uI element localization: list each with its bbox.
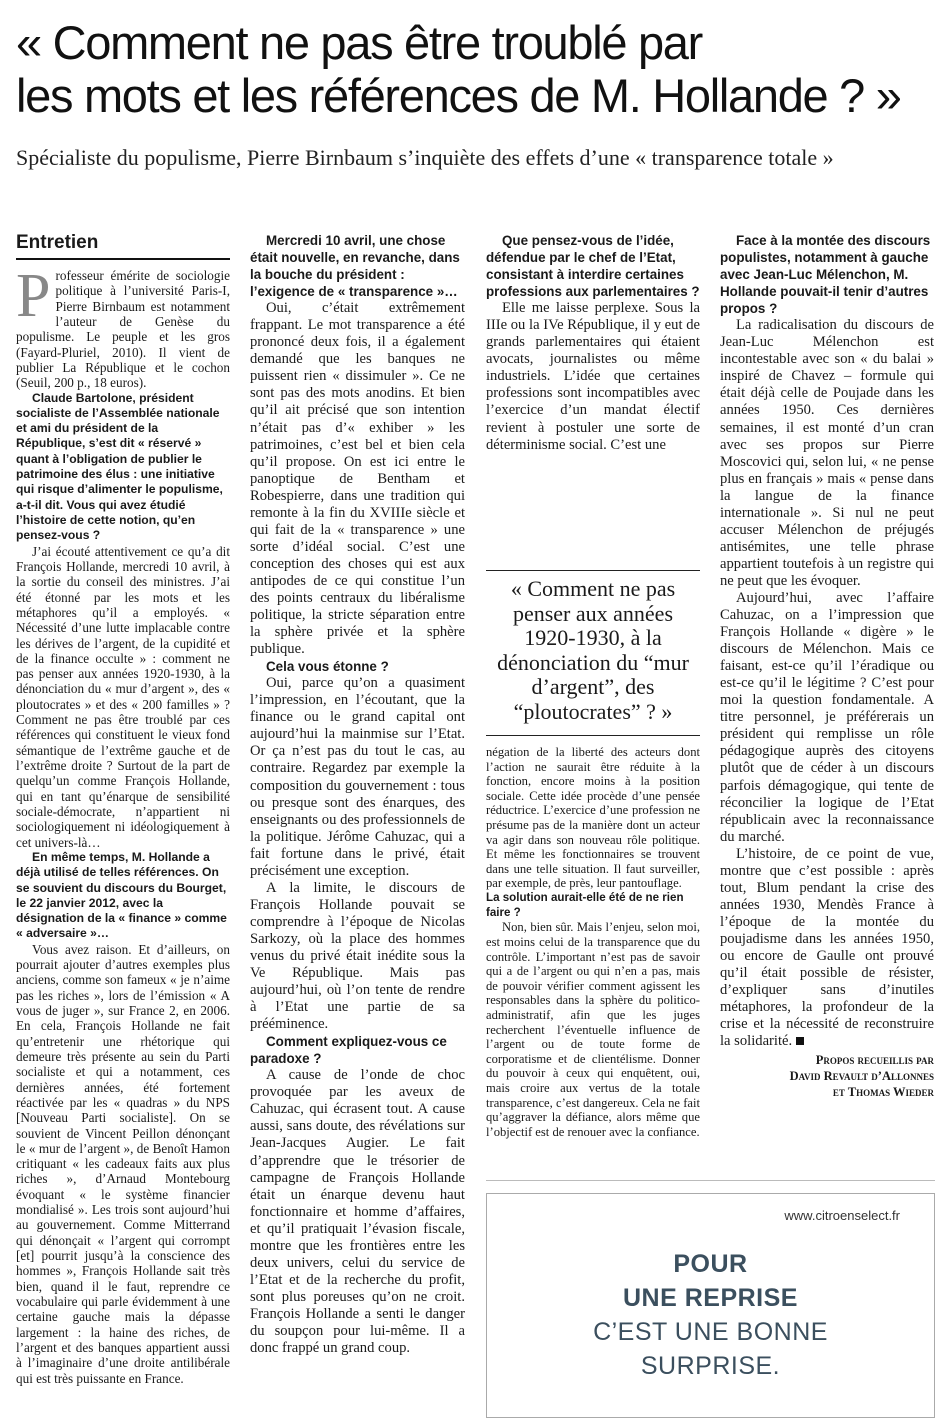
end-mark-icon [796, 1037, 804, 1045]
ad-line-1: POUR [673, 1250, 748, 1278]
ad-line-4: SURPRISE. [640, 1352, 781, 1380]
pull-quote: « Comment ne pas penser aux années 1920-1930, à la dénonciation du “mur d’argent”, des “ploutocrates” ? » [486, 570, 700, 736]
answer-8b: Aujourd’hui, avec l’affaire Cahuzac, on a l’impression que François Hollande « digère » le discours de Mélenchon. Mais ce faisant, est-ce qu’il l’éradique ou est-ce qu’il le légitime ? C’est pour moi la question fondamentale. A titre personnel, je préférerais un président qui remplisse un rôle pédagogique auprès des citoyens plutôt que de céder à un discours parfois démagogique, qui tente de réconcilier la logique de l’Etat républicain avec la reconnaissance du marché. [720, 589, 934, 845]
credit-line-1: Propos recueillis par [815, 1053, 934, 1068]
answer-7: Non, bien sûr. Mais l’enjeu, selon moi, est moins celui de la transparence que du contrôle. L’important n’est pas de savoir qui a de l’argent ou qui n’en a pas, mais de pouvoir vérifier comment agissent les responsables dans la sphère du politico-administratif, afin que les juges recherchent l’éventuelle influence de l’argent ou de toute forme de corporatisme et de clientélisme. Donner du pouvoir à ceux qui enquêtent, oui, mais croire aux vertus de la totale transparence, c’est dangereux. Cela ne fait qu’aggraver la défiance, alors même que l’objectif est de renouer avec la confiance. [486, 920, 700, 1139]
lead-paragraph [16, 262, 230, 391]
answer-8c [720, 846, 934, 1051]
question-4: Cela vous étonne ? [266, 659, 389, 675]
question-3: Mercredi 10 avril, une chose était nouvelle, en revanche, dans la bouche du président : l’exigence de « transparence »… [250, 233, 460, 300]
ad-panel[interactable] [486, 1193, 935, 1418]
answer-3: Oui, c’était extrêmement frappant. Le mot transparence a été prononcé deux fois, il a également demandé que les banques ne puissent rien « dissimuler ». Ce ne sont pas des mots anodins. Et bien qu’il ait précisé que son intention n’était pas d’« exhiber » les patrimoines, c’est bel et bien cela qu’il propose. On est ici entre le panoptique de Bentham et Robespierre, dans une tradition qui remonte à la fin du XVIIIe siècle et qui fait de la « transparence » une sorte d’idéal social. C’est une conception des choses qui est aux antipodes de ce qui constitue l’un des points centraux du libéralisme politique, la stricte séparation entre la sphère privée et la sphère publique. [250, 300, 465, 658]
question-1: Claude Bartolone, président socialiste de l’Assemblée nationale et ami du président de la République, s’est dit « réservé » quant à l’obligation de publier le patrimoine des élus : une initiative qui risque d’alimenter le populisme, a-t-il dit. Vous qui avez étudié l’histoire de cette notion, qu’en pensez-vous ? [16, 390, 223, 543]
credit-line-2: David Revault d’Allonnes [789, 1069, 934, 1084]
article-column-3-continued [486, 745, 700, 1139]
ad-line-2: UNE REPRISE [623, 1284, 798, 1312]
article-column-3 [486, 232, 700, 454]
answer-6-continued: négation de la liberté des acteurs dont l’action ne saurait être réduite à la fonction, encore moins à la position sociale. Cette idée procède d’une pensée réductrice. L’exercice d’une profession ne présume pas de la manière dont un acteur va agir dans son nouveau rôle politique. Et même les fonctionnaires se trouvent dans une telle situation. Il faut surveiller, par exemple, de près, leur pantouflage. [486, 745, 700, 891]
answer-2: Vous avez raison. Et d’ailleurs, on pourrait ajouter d’autres exemples plus anciens, comme son fameux « je n’aime pas les riches », lors de l’émission « A vous de juger », sur France 2, en 2006. En cela, François Hollande ne fait qu’entretenir une rhétorique qui demeure très présente au sein du Parti socialiste et qui a notamment, ces dernières années, été fortement réactivée par les « quadras » du NPS [Nouveau Parti socialiste]. On se souvient de Vincent Peillon dénonçant le « mur de l’argent », de Benoît Hamon critiquant « les cadeaux faits aux plus riches », d’Arnaud Montebourg évoquant « le système financier mondialisé ». Les trois sont aujourd’hui au gouvernement. Comme Mitterrand qui dénonçait « l’argent qui corrompt [et] pourrit jusqu’à la conscience des hommes », François Hollande sait très bien, quand il le faut, reprendre ce vocabulaire qui parle évidemment à une certaine gauche mais la dépasse largement : la haine des riches, de l’argent et des banques appartient aussi à l’imaginaire d’une droite antilibérale qui est très puissante en France. [16, 941, 230, 1386]
article-column-2 [250, 232, 465, 1357]
answer-4b: A la limite, le discours de François Hollande pouvait se comprendre à l’époque de Nicolas Sarkozy, où la place des hommes venus du privé était inédite sous la Ve République. Mais pas aujourd’hui, où l’on tente de rendre à l’Etat une partie de sa prééminence. [250, 879, 465, 1033]
article-column-4 [720, 232, 934, 1100]
subtitle: Spécialiste du populisme, Pierre Birnbaum s’inquiète des effets d’une « transparence totale » [16, 145, 834, 170]
section-label: Entretien [16, 232, 230, 260]
answer-6: Elle me laisse perplexe. Sous la IIIe ou la IVe République, il y eut de grands parlementaires qui étaient avocats, journalistes ou même industriels. L’idée que certaines professions sont incompatibles avec l’exercice d’un mandat électif revient à postuler une sorte de déterminisme social. C’est une [486, 300, 700, 453]
headline-line-1: « Comment ne pas être troublé par [16, 16, 702, 69]
answer-1: J’ai écouté attentivement ce qu’a dit François Hollande, mercredi 10 avril, à la sortie du conseil des ministres. J’ai été étonné par les mots et les métaphores qu’il a employés. « Nécessité d’une lutte implacable contre les dérives de l’argent, de la cupidité et de la finance occulte » : comment ne pas penser aux années 1920-1930, à la dénonciation du « mur d’argent », des « ploutocrates » et des « 200 familles » ? Comment ne pas être troublé par ces références qui constituent le vieux fond sémantique de l’extrême gauche et de l’extrême droite ? Surtout de la part de quelqu’un comme François Hollande, qui en tant qu’énarque de sensibilité sociale-démocrate, n’appartient ni sociologiquement ni idéologiquement à cet univers-là… [16, 543, 230, 850]
question-6: Que pensez-vous de l’idée, défendue par le chef de l’Etat, consistant à interdire certaines professions aux parlementaires ? [486, 233, 700, 300]
byline-credit [720, 1052, 934, 1100]
ad-line-3: C’EST UNE BONNE [593, 1318, 828, 1346]
advertisement[interactable] [486, 1180, 935, 1417]
headline [16, 16, 941, 122]
credit-line-3: et Thomas Wieder [832, 1085, 934, 1100]
question-5: Comment expliquez-vous ce paradoxe ? [250, 1034, 447, 1067]
answer-8c-text: L’histoire, de ce point de vue, montre que c’est possible : après tout, Blum pendant la crise des années 1930, Mendès France à l’époque de la montée du poujadisme dans les années 1950, ou encore de Gaulle ont prouvé qu’il était possible de résister, d’expliquer sans d’inutiles métaphores, la profondeur de la crise et la nécessité de reconstruire la solidarité. [720, 845, 934, 1050]
article-column-1 [16, 232, 230, 1386]
dropcap: P [16, 262, 51, 330]
answer-4a: Oui, parce qu’on a quasiment l’impression, en l’écoutant, que la finance ou le grand capital ont aujourd’hui la mainmise sur l’Etat. Or ça n’est pas du tout le cas, au contraire. Regardez par exemple la composition du gouvernement : tous ou presque sont des énarques, des enseignants ou des professionnels de la politique. Jérôme Cahuzac, qui a fait fortune dans le privé, était précisément une exception. [250, 675, 465, 879]
question-2: En même temps, M. Hollande a déjà utilisé de telles références. On se souvient du discours du Bourget, le 22 janvier 2012, avec la désignation de la « finance » comme « adversaire »… [16, 849, 227, 941]
lead-text: rofesseur émérite de sociologie politique à l’université Paris-I, Pierre Birnbaum est notamment l’auteur de Genèse du populisme. Le peuple et les gros (Fayard-Pluriel, 2010). Il vient de publier La République et le cochon (Seuil, 200 p., 18 euros). [16, 268, 230, 391]
question-8: Face à la montée des discours populistes, notamment à gauche avec Jean-Luc Mélenchon, M. Hollande pouvait-il tenir d’autres propos ? [720, 233, 931, 317]
answer-5: A cause de l’onde de choc provoquée par les aveux de Cahuzac, qui écrasent tout. A cause aussi, sans doute, des révélations sur Jean-Jacques Augier. Le fait d’apprendre que le trésorier de campagne de François Hollande était un énarque devenu haut fonctionnaire et homme d’affaires, et qu’il pratiquait l’évasion fiscale, montre que les frontières entre les deux univers, celui du service de l’Etat et de la recherche du profit, sont plus poreuses qu’on ne croit. François Hollande a senti le danger du soupçon pour lui-même. Il a donc frappé un grand coup. [250, 1067, 465, 1357]
answer-8a: La radicalisation du discours de Jean-Luc Mélenchon est incontestable avec son « du balai » inspiré de Chavez – formule qui était déjà celle de Poujade dans les années 1950. Ces dernières semaines, il est monté d’un cran avec ses propos sur Pierre Moscovici qui, selon lui, « ne pense plus en français » mais « pense dans la langue de la finance internationale ». Si nul ne peut accuser Mélenchon de préjugés antisémites, une telle phrase appartient toutefois à un registre qui ne peut que les évoquer. [720, 317, 934, 589]
question-7: La solution aurait-elle été de ne rien faire ? [486, 892, 684, 919]
ad-url[interactable]: www.citroenselect.fr [784, 1208, 900, 1223]
headline-line-2: les mots et les références de M. Hollande ? » [16, 69, 901, 122]
